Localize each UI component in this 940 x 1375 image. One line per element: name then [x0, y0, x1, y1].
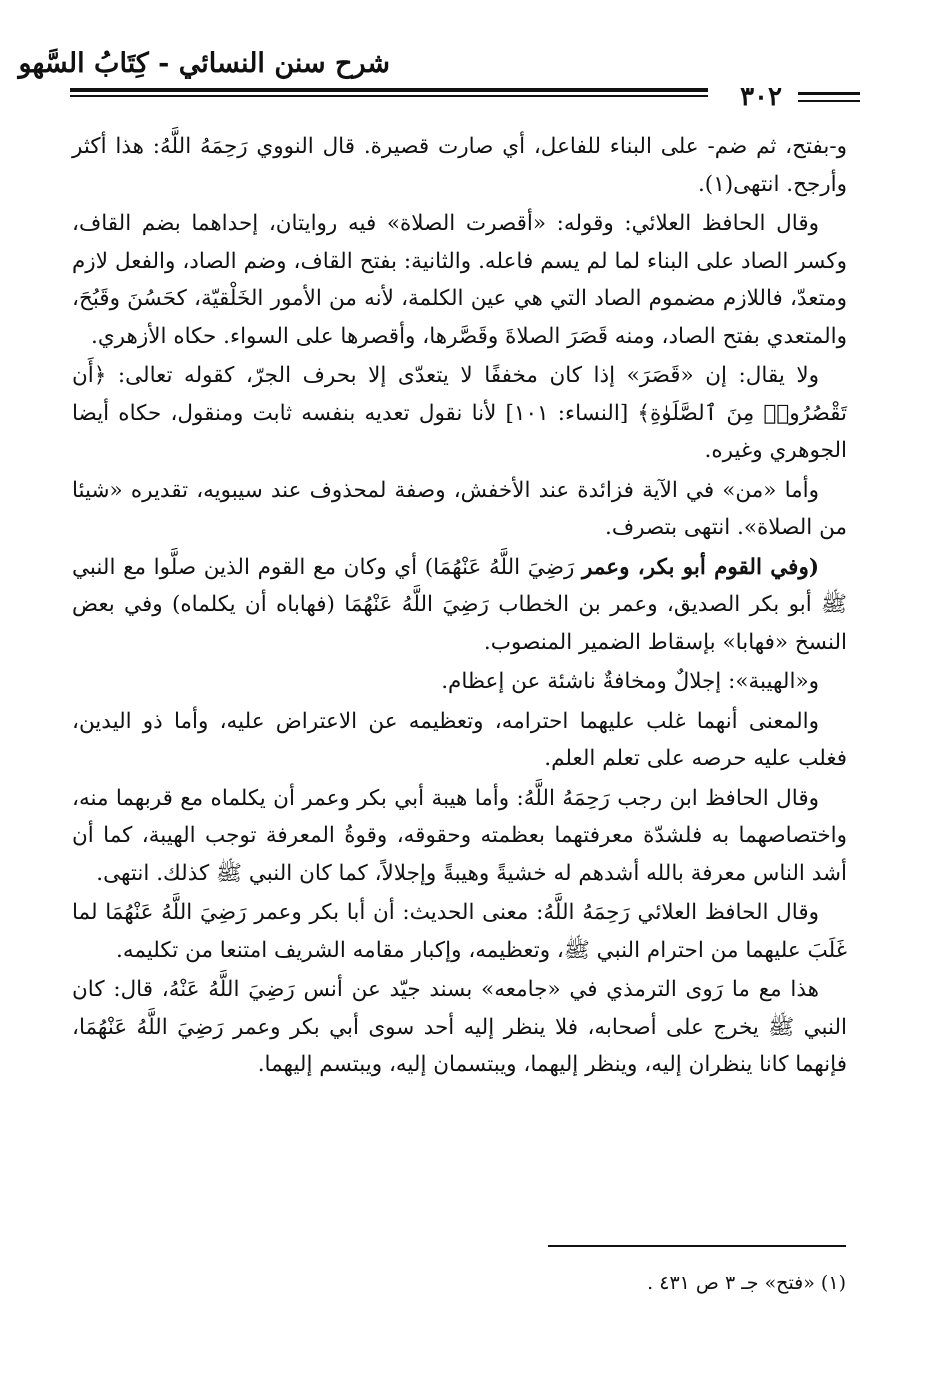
- page-number: ٣٠٢: [740, 82, 782, 112]
- paragraph-6: و«الهيبة»: إجلالٌ ومخافةٌ ناشئة عن إعظام.: [441, 669, 819, 694]
- paragraph-9: وقال الحافظ العلائي رَحِمَهُ اللَّهُ: معنى الحديث: أن أبا بكر وعمر رَضِيَ اللَّهُ عَنْهُمَا لما غَلَبَ عليهما من احترام النبي ﷺ، وتعظيمه، وإكبار مقامه الشريف امتنعا من تكليمه.: [72, 900, 847, 963]
- paragraph-7: والمعنى أنهما غلب عليهما احترامه، وتعظيمه عن الاعتراض عليه، وأما ذو اليدين، فغلب عليه حرصه على تعلم العلم.: [72, 708, 847, 771]
- quoted-hadith-phrase-1: (وفي القوم أبو بكر، وعمر: [582, 554, 819, 580]
- paragraph-10: هذا مع ما رَوى الترمذي في «جامعه» بسند جيّد عن أنس رَضِيَ اللَّهُ عَنْهُ، قال: كان النبي ﷺ يخرج على أصحابه، فلا ينظر إليه أحد سوى أبي بكر وعمر رَضِيَ اللَّهُ عَنْهُمَا، فإنهما كانا ينظران إليه، وينظر إليهما، ويبتسمان إليه، ويبتسم إليهما.: [72, 977, 847, 1077]
- paragraph-5-text: رَضِيَ اللَّهُ عَنْهُمَا) أي وكان مع القوم الذين صلَّوا مع النبي ﷺ أبو بكر الصديق، وعمر بن الخطاب رَضِيَ اللَّهُ عَنْهُمَا (فهاباه أن يكلماه) وفي بعض النسخ «فهابا» بإسقاط الضمير المنصوب.: [72, 554, 847, 655]
- footnote-separator: [548, 1245, 846, 1247]
- paragraph-8: وقال الحافظ ابن رجب رَحِمَهُ اللَّهُ: وأما هيبة أبي بكر وعمر أن يكلماه مع قربهما منه، واختصاصهما به فلشدّة معرفتهما بعظمته وحقوقه، وقوةُ المعرفة توجب الهيبة، كما أن أشد الناس معرفة بالله أشدهم له خشيةً وهيبةً وإجلالاً، كما كان النبي ﷺ كذلك. انتهى.: [72, 785, 847, 886]
- page-number-rule-top: [798, 92, 860, 95]
- header-rule-thin: [70, 95, 708, 97]
- paragraph-3: ولا يقال: إن «قَصَرَ» إذا كان مخففًا لا يتعدّى إلا بحرف الجرّ، كقوله تعالى: ﴿أَن تَقْصُرُوا۟ مِنَ ٱلصَّلَوٰةِ﴾ [النساء: ١٠١] لأنا نقول تعديه بنفسه ثابت ومنقول، حكاه أيضا الجوهري وغيره.: [72, 363, 847, 463]
- footnote: (١) «فتح» جـ ٣ ص ٤٣١ .: [647, 1272, 846, 1294]
- page-header: [18, 48, 860, 112]
- header-rule-thick: [70, 88, 708, 92]
- main-text: [72, 128, 847, 1086]
- paragraph-2: وقال الحافظ العلائي: وقوله: «أقصرت الصلاة» فيه روايتان، إحداهما بضم القاف، وكسر الصاد على البناء لما لم يسم فاعله. والثانية: بفتح القاف، وضم الصاد، والفعل لازم ومتعدّ، فاللازم مضموم الصاد التي هي عين الكلمة، لأنه من الأمور الخَلْقيّة، كحَسُنَ وقَبُحَ، والمتعدي بفتح الصاد، ومنه قَصَرَ الصلاةَ وقَصَّرها، وأقصرها على السواء. حكاه الأزهري.: [72, 211, 847, 349]
- paragraph-5: [72, 549, 847, 662]
- page-number-rule-bottom: [798, 100, 860, 102]
- paragraph-4: وأما «من» في الآية فزائدة عند الأخفش، وصفة لمحذوف عند سيبويه، تقديره «شيئا من الصلاة». انتهى بتصرف.: [72, 477, 847, 540]
- book-title: شرح سنن النسائي - كِتَابُ السَّهو: [18, 48, 390, 79]
- paragraph-1: و-بفتح، ثم ضم- على البناء للفاعل، أي صارت قصيرة. قال النووي رَحِمَهُ اللَّهُ: هذا أكثر وأرجح. انتهى(١).: [72, 134, 847, 197]
